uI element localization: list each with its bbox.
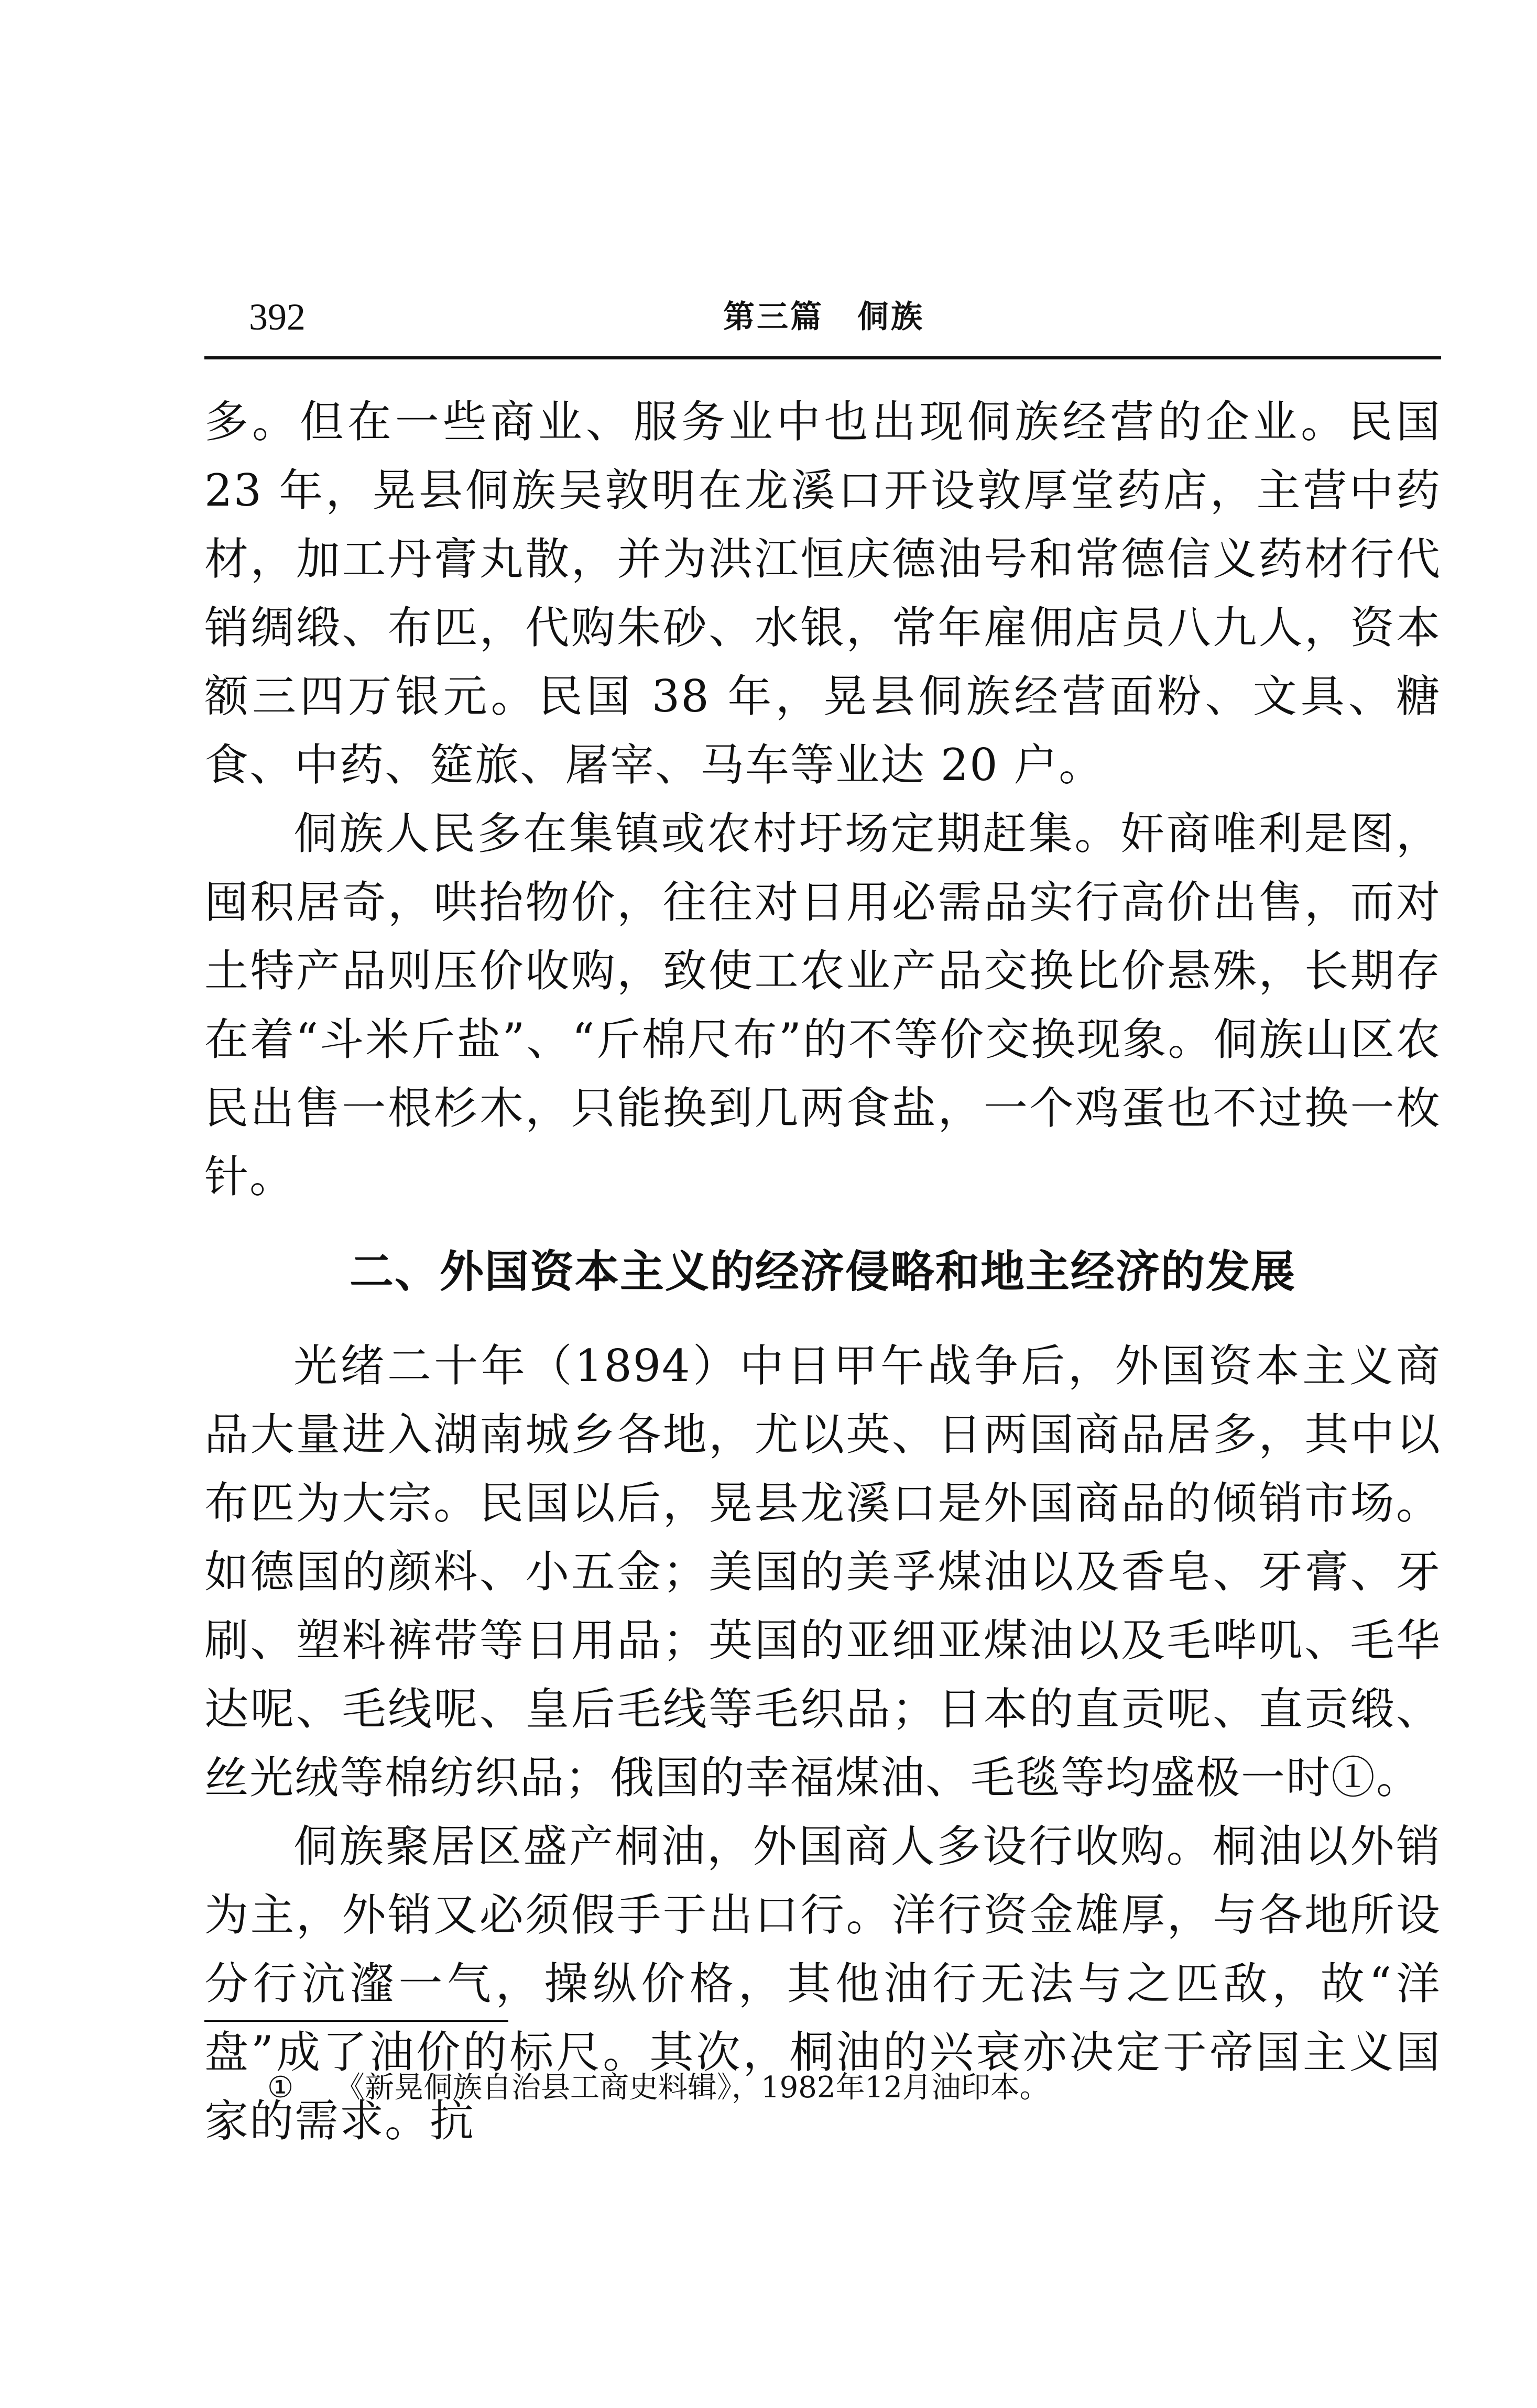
paragraph: 侗族人民多在集镇或农村圩场定期赶集。奸商唯利是图，囤积居奇，哄抬物价，往往对日用必需品实行高价出售，而对土特产品则压价收购，致使工农业产品交换比价悬殊，长期存在着“斗米斤盐”、“斤棉尺布”的不等价交换现象。侗族山区农民出售一根杉木，只能换到几两食盐，一个鸡蛋也不过换一枚针。 bbox=[204, 808, 1441, 1202]
header-rule bbox=[204, 356, 1441, 359]
running-head: 第三篇 侗族 bbox=[723, 299, 924, 335]
page-number: 392 bbox=[249, 296, 306, 338]
paragraph: 多。但在一些商业、服务业中也出现侗族经营的企业。民国 23 年，晃县侗族吴敦明在龙溪口开设敦厚堂药店，主营中药材，加工丹膏丸散，并为洪江恒庆德油号和常德信义药材行代销绸缎、布匹，代购朱砂、水银，常年雇佣店员八九人，资本额三四万银元。民国 38 年，晃县侗族经营面粉、文具、糖食、中药、筵旅、屠宰、马车等业达 20 户。 bbox=[204, 396, 1441, 791]
section-heading: 二、外国资本主义的经济侵略和地主经济的发展 bbox=[349, 1246, 1296, 1297]
footnote-rule bbox=[204, 2020, 508, 2022]
body-text bbox=[204, 388, 1441, 2155]
paragraph: 光绪二十年（1894）中日甲午战争后，外国资本主义商品大量进入湖南城乡各地，尤以英、日两国商品居多，其中以布匹为大宗。民国以后，晃县龙溪口是外国商品的倾销市场。如德国的颜料、小五金；美国的美孚煤油以及香皂、牙膏、牙刷、塑料裤带等日用品；英国的亚细亚煤油以及毛哔叽、毛华达呢、毛线呢、皇后毛线等毛织品；日本的直贡呢、直贡缎、丝光绒等棉纺织品；俄国的幸福煤油、毛毯等均盛极一时①。 bbox=[204, 1340, 1441, 1803]
footnote-text: 《新晃侗族自治县工商史料辑》，1982年12月油印本。 bbox=[335, 2071, 1049, 2105]
footnote bbox=[267, 2064, 1049, 2111]
paragraph: 侗族聚居区盛产桐油，外国商人多设行收购。桐油以外销为主，外销又必须假手于出口行。洋行资金雄厚，与各地所设分行沆瀣一气，操纵价格，其他油行无法与之匹敌，故“洋盘”成了油价的标尺。其次，桐油的兴衰亦决定于帝国主义国家的需求。抗 bbox=[204, 1821, 1441, 2147]
page-header bbox=[204, 291, 1441, 343]
footnote-marker: ① bbox=[267, 2071, 294, 2105]
